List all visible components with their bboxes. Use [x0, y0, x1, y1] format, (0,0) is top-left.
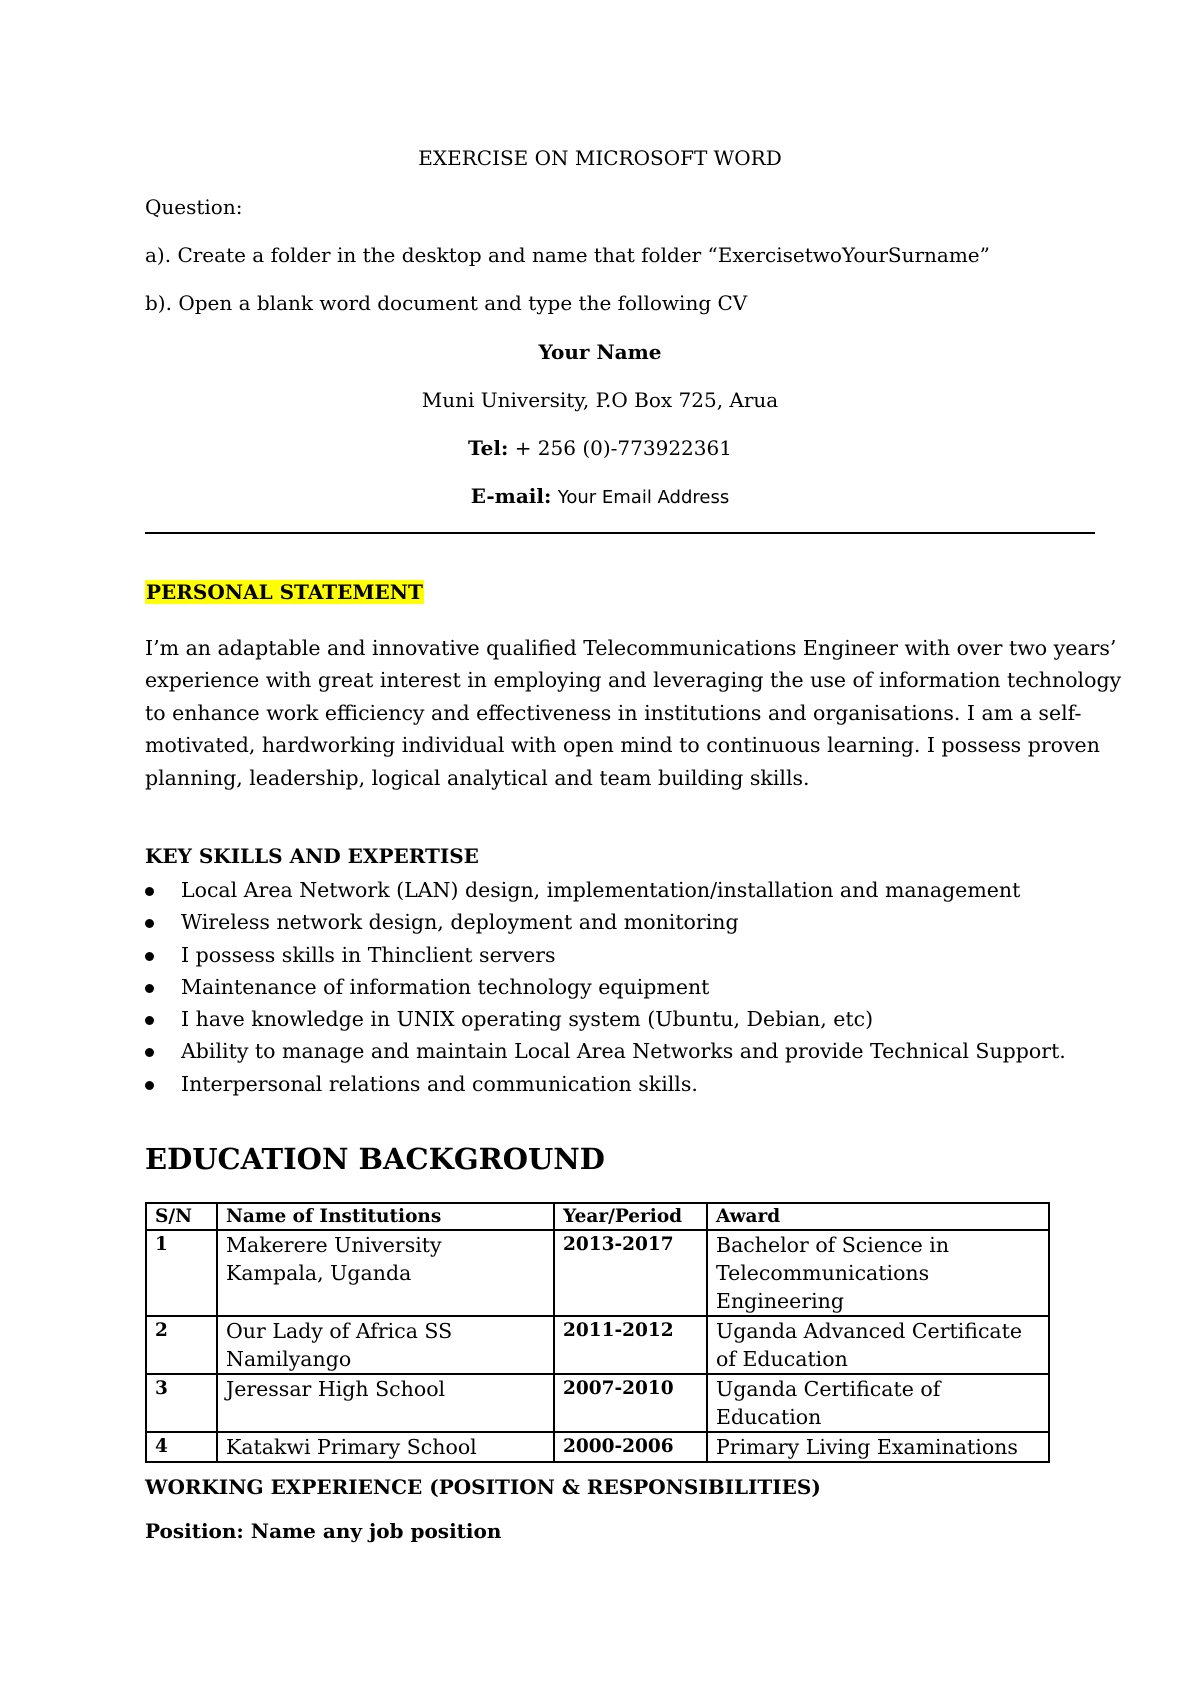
cv-email — [0, 484, 1200, 508]
statement-line: motivated, hardworking individual with open mind to continuous learning. I possess proven — [145, 733, 1100, 758]
cell-award: Primary Living Examinations — [707, 1432, 1049, 1462]
bullet-icon — [145, 919, 154, 928]
bullet-icon — [145, 887, 154, 896]
skill-text: Ability to manage and maintain Local Area Networks and provide Technical Support. — [181, 1039, 1066, 1064]
column-header: Award — [707, 1203, 1049, 1230]
cell-institution: Makerere University Kampala, Uganda — [217, 1230, 554, 1316]
experience-heading: WORKING EXPERIENCE (POSITION & RESPONSIBILITIES) — [145, 1475, 821, 1499]
cell-award: Uganda Certificate of Education — [707, 1374, 1049, 1432]
table-row — [146, 1432, 1049, 1462]
step-a: a). Create a folder in the desktop and name that folder “ExercisetwoYourSurname” — [145, 243, 990, 267]
education-table — [145, 1202, 1050, 1463]
cell-award: Bachelor of Science in Telecommunications Engineering — [707, 1230, 1049, 1316]
position-value: Name any job position — [250, 1519, 502, 1543]
cell-institution: Jeressar High School — [217, 1374, 554, 1432]
cell-period: 2013-2017 — [554, 1230, 707, 1316]
personal-statement-text — [145, 632, 1122, 794]
cell-institution: Katakwi Primary School — [217, 1432, 554, 1462]
statement-line: experience with great interest in employing and leveraging the use of information technology — [145, 668, 1122, 693]
column-header: Year/Period — [554, 1203, 707, 1230]
skill-text: Interpersonal relations and communication skills. — [181, 1071, 698, 1096]
list-item — [145, 1068, 1066, 1100]
list-item — [145, 874, 1066, 906]
skill-text: Maintenance of information technology equipment — [181, 974, 710, 999]
cell-period: 2000-2006 — [554, 1432, 707, 1462]
skills-heading: KEY SKILLS AND EXPERTISE — [145, 844, 479, 868]
cv-telephone — [0, 436, 1200, 460]
table-row — [146, 1316, 1049, 1374]
cell-sn: 2 — [146, 1316, 217, 1374]
skill-text: I possess skills in Thinclient servers — [181, 942, 556, 967]
cell-sn: 1 — [146, 1230, 217, 1316]
table-header-row — [146, 1203, 1049, 1230]
skill-text: Local Area Network (LAN) design, implementation/installation and management — [181, 878, 1021, 902]
cell-institution: Our Lady of Africa SS Namilyango — [217, 1316, 554, 1374]
cell-sn: 4 — [146, 1432, 217, 1462]
skills-list — [145, 874, 1066, 1100]
cell-sn: 3 — [146, 1374, 217, 1432]
cell-period: 2007-2010 — [554, 1374, 707, 1432]
header-divider — [145, 532, 1095, 534]
bullet-icon — [145, 1048, 154, 1057]
list-item — [145, 939, 1066, 971]
question-label: Question: — [145, 195, 243, 219]
bullet-icon — [145, 952, 154, 961]
cell-award: Uganda Advanced Certificate of Education — [707, 1316, 1049, 1374]
statement-line: I’m an adaptable and innovative qualified Telecommunications Engineer with over two years’ — [145, 636, 1117, 660]
tel-value: + 256 (0)-773922361 — [514, 436, 732, 460]
table-row — [146, 1374, 1049, 1432]
email-value: Your Email Address — [557, 487, 730, 508]
education-heading: EDUCATION BACKGROUND — [145, 1142, 605, 1176]
list-item — [145, 971, 1066, 1003]
position-label: Position: — [145, 1519, 244, 1543]
email-label: E-mail: — [470, 484, 552, 508]
column-header: Name of Institutions — [217, 1203, 554, 1230]
column-header: S/N — [146, 1203, 217, 1230]
list-item — [145, 1003, 1066, 1035]
bullet-icon — [145, 1081, 154, 1090]
list-item — [145, 906, 1066, 938]
list-item — [145, 1035, 1066, 1067]
table-row — [146, 1230, 1049, 1316]
step-b: b). Open a blank word document and type the following CV — [145, 291, 748, 315]
skill-text: Wireless network design, deployment and monitoring — [181, 910, 739, 935]
personal-statement-heading-text: PERSONAL STATEMENT — [146, 580, 423, 604]
bullet-icon — [145, 984, 154, 993]
cell-period: 2011-2012 — [554, 1316, 707, 1374]
personal-statement-heading — [145, 580, 424, 604]
experience-position — [145, 1519, 501, 1543]
tel-label: Tel: — [468, 436, 509, 460]
cv-name: Your Name — [538, 340, 662, 364]
bullet-icon — [145, 1016, 154, 1025]
exercise-title: EXERCISE ON MICROSOFT WORD — [418, 146, 782, 170]
skill-text: I have knowledge in UNIX operating system (Ubuntu, Debian, etc) — [181, 1007, 874, 1032]
statement-line: planning, leadership, logical analytical and team building skills. — [145, 765, 810, 790]
statement-line: to enhance work efficiency and effectiveness in institutions and organisations. I am a self- — [145, 700, 1082, 725]
cv-address: Muni University, P.O Box 725, Arua — [421, 388, 779, 412]
